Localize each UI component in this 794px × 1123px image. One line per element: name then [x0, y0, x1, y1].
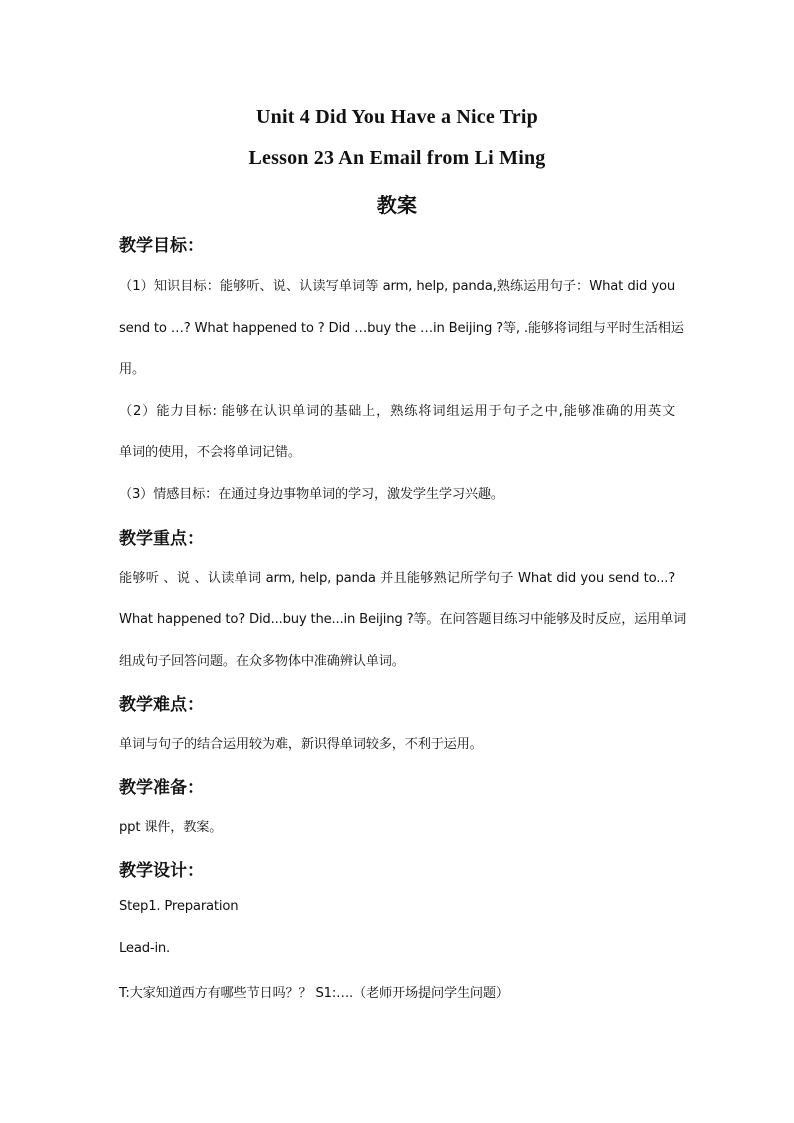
- difficulties-line-1: 单词与句子的结合运用较为难，新识得单词较多，不利于运用。: [119, 737, 483, 752]
- design-line-2: Lead-in.: [119, 941, 171, 956]
- goals-line-3: 用。: [119, 362, 145, 377]
- goals-line-5: 单词的使用，不会将单词记错。: [119, 445, 301, 460]
- section-heading-goals: 教学目标：: [119, 236, 204, 256]
- goals-line-6: （3）情感目标：在通过身边事物单词的学习，激发学生学习兴趣。: [119, 487, 504, 502]
- key-points-line-2: What happened to? Did...buy the...in Beijing ?等。在问答题目练习中能够及时反应，运用单词: [119, 612, 687, 627]
- goals-line-1: （1）知识目标：能够听、说、认读写单词等 arm, help, panda,熟练运用句子：What did you: [119, 279, 675, 294]
- doc-type-title: 教案: [376, 193, 418, 217]
- design-line-3: T:大家知道西方有哪些节日吗？？ S1:….（老师开场提问学生问题）: [119, 986, 509, 1001]
- section-heading-preparation: 教学准备：: [119, 778, 204, 798]
- design-line-1: Step1. Preparation: [119, 899, 239, 914]
- section-heading-design: 教学设计：: [119, 861, 204, 881]
- lesson-title: Lesson 23 An Email from Li Ming: [248, 147, 546, 169]
- section-heading-difficulties: 教学难点：: [119, 695, 204, 715]
- key-points-line-3: 组成句子回答问题。在众多物体中准确辨认单词。: [119, 654, 405, 669]
- key-points-line-1: 能够听 、说 、认读单词 arm, help, panda 并且能够熟记所学句子 What did you send to...?: [119, 571, 675, 586]
- section-heading-key-points: 教学重点：: [119, 529, 204, 549]
- preparation-line-1: ppt 课件，教案。: [119, 820, 223, 835]
- unit-title: Unit 4 Did You Have a Nice Trip: [256, 106, 538, 128]
- goals-line-4: （2）能力目标: 能够在认识单词的基础上，熟练将词组运用于句子之中,能够准确的用英文: [119, 404, 675, 419]
- goals-line-2: send to …? What happened to ? Did …buy the …in Beijing ?等, .能够将词组与平时生活相运: [119, 321, 684, 336]
